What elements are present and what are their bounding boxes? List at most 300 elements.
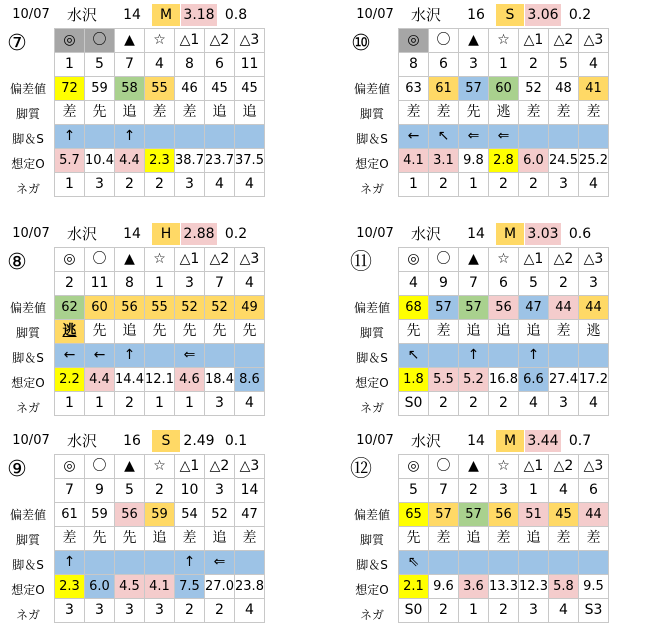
row-label: ネガ xyxy=(15,608,40,622)
mark-cell: △1 xyxy=(175,455,205,479)
nega-cell: 4 xyxy=(549,599,579,623)
grid-row-marks xyxy=(55,29,265,53)
row-label: 偏差値 xyxy=(9,508,46,522)
leg-speed-cell xyxy=(235,125,265,149)
leg-speed-cell: ⇐ xyxy=(205,551,235,575)
running-style-cell: 追 xyxy=(115,320,145,344)
nega-cell: 3 xyxy=(205,392,235,416)
mark-cell: △2 xyxy=(205,248,235,272)
race-date: 10/07 xyxy=(356,433,394,448)
leg-speed-cell xyxy=(579,344,609,368)
row-label: 偏差値 xyxy=(9,82,46,96)
running-style-cell: 逃 xyxy=(579,320,609,344)
running-style-cell: 先 xyxy=(175,320,205,344)
horse-number-cell: 2 xyxy=(459,479,489,503)
leg-speed-cell xyxy=(549,125,579,149)
race-grid xyxy=(398,247,609,416)
row-label: ネガ xyxy=(359,608,384,622)
horse-number-cell: 1 xyxy=(489,53,519,77)
running-style-cell: 先 xyxy=(85,527,115,551)
expected-odds-cell: 38.7 xyxy=(175,149,205,173)
expected-odds-cell: 2.2 xyxy=(55,368,85,392)
nega-cell: 1 xyxy=(55,173,85,197)
row-label: 脚＆S xyxy=(12,558,44,572)
leg-speed-cell xyxy=(235,344,265,368)
running-style-cell: 差 xyxy=(175,527,205,551)
race-grid xyxy=(54,454,265,623)
grid-row-nega xyxy=(399,392,609,416)
deviation-cell: 61 xyxy=(429,77,459,101)
grid-row-horses xyxy=(55,272,265,296)
nega-cell: 4 xyxy=(235,173,265,197)
nega-cell: S3 xyxy=(579,599,609,623)
horse-number-cell: 14 xyxy=(235,479,265,503)
horse-number-cell: 6 xyxy=(579,479,609,503)
expected-odds-cell: 5.5 xyxy=(429,368,459,392)
deviation-cell: 57 xyxy=(429,503,459,527)
nega-cell: 2 xyxy=(519,173,549,197)
row-label: 脚質 xyxy=(359,107,384,121)
grid-row-dev xyxy=(55,296,265,320)
expected-odds-cell: 7.5 xyxy=(175,575,205,599)
grid-row-horses xyxy=(55,53,265,77)
secondary-value: 0.7 xyxy=(568,433,592,449)
horse-number-cell: 5 xyxy=(549,53,579,77)
expected-odds-cell: 17.2 xyxy=(579,368,609,392)
grid-row-nega xyxy=(399,599,609,623)
expected-odds-cell: 2.1 xyxy=(399,575,429,599)
race-panel xyxy=(2,4,322,209)
horse-number-cell: 7 xyxy=(429,479,459,503)
running-style-cell: 差 xyxy=(429,320,459,344)
grid-row-marks xyxy=(399,248,609,272)
nega-cell: 3 xyxy=(549,173,579,197)
deviation-cell: 62 xyxy=(55,296,85,320)
leg-speed-cell: ↑ xyxy=(115,344,145,368)
nega-cell: 1 xyxy=(145,392,175,416)
nega-cell: 4 xyxy=(235,392,265,416)
race-number: ⑩ xyxy=(351,31,371,56)
horse-number-cell: 1 xyxy=(55,53,85,77)
running-style-cell: 追 xyxy=(519,320,549,344)
expected-odds-cell: 5.7 xyxy=(55,149,85,173)
grid-row-arrows xyxy=(399,125,609,149)
running-style-cell: 差 xyxy=(429,101,459,125)
leg-speed-cell xyxy=(85,551,115,575)
leg-speed-cell: ↑ xyxy=(55,551,85,575)
race-grid xyxy=(398,454,609,623)
nega-cell: 4 xyxy=(519,392,549,416)
deviation-cell: 61 xyxy=(55,503,85,527)
grid-row-arrows xyxy=(399,344,609,368)
expected-odds-cell: 4.5 xyxy=(115,575,145,599)
race-date: 10/07 xyxy=(12,226,50,241)
pace-value: 3.06 xyxy=(525,4,561,26)
race-venue: 水沢 xyxy=(410,6,441,24)
horse-number-cell: 4 xyxy=(399,272,429,296)
expected-odds-cell: 14.4 xyxy=(115,368,145,392)
nega-cell: 1 xyxy=(399,173,429,197)
leg-speed-cell xyxy=(145,125,175,149)
grid-row-marks xyxy=(55,455,265,479)
expected-odds-cell: 12.1 xyxy=(145,368,175,392)
row-label: 脚＆S xyxy=(12,132,44,146)
pace-label: S xyxy=(152,430,180,452)
leg-speed-cell: ↑ xyxy=(115,125,145,149)
nega-cell: 1 xyxy=(459,599,489,623)
expected-odds-cell: 27.0 xyxy=(205,575,235,599)
deviation-cell: 59 xyxy=(85,77,115,101)
horse-number-cell: 2 xyxy=(519,53,549,77)
leg-speed-cell xyxy=(489,551,519,575)
grid-row-nega xyxy=(55,599,265,623)
expected-odds-cell: 8.6 xyxy=(235,368,265,392)
running-style-cell: 追 xyxy=(145,527,175,551)
nega-cell: 1 xyxy=(85,392,115,416)
leg-speed-cell: ⇐ xyxy=(459,125,489,149)
grid-row-horses xyxy=(399,53,609,77)
grid-row-arrows xyxy=(55,125,265,149)
horse-number-cell: 6 xyxy=(489,272,519,296)
expected-odds-cell: 6.6 xyxy=(519,368,549,392)
grid-row-horses xyxy=(399,479,609,503)
race-venue: 水沢 xyxy=(410,225,441,243)
race-panel xyxy=(346,223,663,428)
nega-cell: 3 xyxy=(115,599,145,623)
expected-odds-cell: 16.8 xyxy=(489,368,519,392)
nega-cell: 2 xyxy=(145,173,175,197)
leg-speed-cell xyxy=(579,125,609,149)
expected-odds-cell: 23.7 xyxy=(205,149,235,173)
expected-odds-cell: 4.6 xyxy=(175,368,205,392)
leg-speed-cell xyxy=(145,551,175,575)
race-panel xyxy=(2,430,322,635)
deviation-cell: 46 xyxy=(175,77,205,101)
mark-cell: △2 xyxy=(205,455,235,479)
grid-row-marks xyxy=(399,29,609,53)
mark-cell: △1 xyxy=(175,248,205,272)
nega-cell: 2 xyxy=(115,392,145,416)
expected-odds-cell: 2.8 xyxy=(489,149,519,173)
row-label: 偏差値 xyxy=(353,508,390,522)
horse-number-cell: 8 xyxy=(115,272,145,296)
deviation-cell: 47 xyxy=(519,296,549,320)
pace-value: 3.18 xyxy=(181,4,217,26)
running-style-cell: 差 xyxy=(399,101,429,125)
nega-cell: 2 xyxy=(175,599,205,623)
running-style-cell: 追 xyxy=(489,320,519,344)
expected-odds-cell: 4.1 xyxy=(145,575,175,599)
expected-odds-cell: 6.0 xyxy=(519,149,549,173)
horse-number-cell: 8 xyxy=(399,53,429,77)
grid-row-odds xyxy=(399,149,609,173)
row-label: ネガ xyxy=(359,182,384,196)
horse-number-cell: 10 xyxy=(175,479,205,503)
race-header xyxy=(346,4,663,28)
expected-odds-cell: 9.8 xyxy=(459,149,489,173)
row-label: ネガ xyxy=(15,182,40,196)
mark-cell: ☆ xyxy=(489,248,519,272)
nega-cell: 4 xyxy=(235,599,265,623)
mark-cell: △1 xyxy=(519,29,549,53)
race-grid xyxy=(398,28,609,197)
leg-speed-cell xyxy=(459,551,489,575)
horse-number-cell: 11 xyxy=(85,272,115,296)
leg-speed-cell: ↑ xyxy=(55,125,85,149)
leg-speed-cell xyxy=(205,125,235,149)
deviation-cell: 57 xyxy=(429,296,459,320)
horse-number-cell: 4 xyxy=(145,53,175,77)
grid-row-arrows xyxy=(55,344,265,368)
horse-number-cell: 2 xyxy=(55,272,85,296)
race-header xyxy=(346,430,663,454)
mark-cell: △2 xyxy=(549,29,579,53)
grid-row-style xyxy=(399,101,609,125)
horse-number-cell: 2 xyxy=(549,272,579,296)
horse-number-cell: 3 xyxy=(579,272,609,296)
mark-cell: ☆ xyxy=(489,455,519,479)
running-style-cell: 追 xyxy=(235,101,265,125)
deviation-cell: 57 xyxy=(459,503,489,527)
row-label: 脚＆S xyxy=(356,351,388,365)
deviation-cell: 49 xyxy=(235,296,265,320)
running-style-cell: 追 xyxy=(205,527,235,551)
nega-cell: 3 xyxy=(85,173,115,197)
race-panel xyxy=(346,4,663,209)
expected-odds-cell: 23.8 xyxy=(235,575,265,599)
deviation-cell: 63 xyxy=(399,77,429,101)
row-label: 脚質 xyxy=(15,107,40,121)
nega-cell: 2 xyxy=(115,173,145,197)
nega-cell: 4 xyxy=(579,392,609,416)
leg-speed-cell xyxy=(549,344,579,368)
running-style-cell: 先 xyxy=(235,320,265,344)
leg-speed-cell xyxy=(429,344,459,368)
horse-number-cell: 1 xyxy=(519,479,549,503)
race-number: ⑧ xyxy=(7,250,27,275)
horse-number-cell: 11 xyxy=(235,53,265,77)
running-style-cell: 差 xyxy=(55,527,85,551)
running-style-cell: 差 xyxy=(175,101,205,125)
race-venue: 水沢 xyxy=(66,225,97,243)
race-date: 10/07 xyxy=(356,7,394,22)
pace-value: 2.88 xyxy=(181,223,217,245)
field-size: 16 xyxy=(467,7,485,23)
nega-cell: 2 xyxy=(489,599,519,623)
horse-number-cell: 3 xyxy=(489,479,519,503)
leg-speed-cell: ← xyxy=(85,344,115,368)
expected-odds-cell: 18.4 xyxy=(205,368,235,392)
nega-cell: S0 xyxy=(399,599,429,623)
nega-cell: 2 xyxy=(429,392,459,416)
mark-cell: 〇 xyxy=(429,29,459,53)
grid-row-odds xyxy=(55,368,265,392)
mark-cell: 〇 xyxy=(85,248,115,272)
deviation-cell: 52 xyxy=(175,296,205,320)
deviation-cell: 56 xyxy=(115,296,145,320)
horse-number-cell: 5 xyxy=(85,53,115,77)
nega-cell: 3 xyxy=(145,599,175,623)
mark-cell: △3 xyxy=(235,248,265,272)
running-style-cell: 先 xyxy=(145,320,175,344)
grid-row-nega xyxy=(55,392,265,416)
grid-row-dev xyxy=(399,296,609,320)
mark-cell: ▲ xyxy=(115,29,145,53)
leg-speed-cell: ↑ xyxy=(519,344,549,368)
mark-cell: △1 xyxy=(175,29,205,53)
leg-speed-cell: ↖ xyxy=(429,125,459,149)
secondary-value: 0.8 xyxy=(224,7,248,23)
deviation-cell: 45 xyxy=(549,503,579,527)
mark-cell: ▲ xyxy=(459,29,489,53)
pace-value: 3.03 xyxy=(525,223,561,245)
grid-row-dev xyxy=(399,503,609,527)
deviation-cell: 57 xyxy=(459,296,489,320)
row-label: 脚＆S xyxy=(12,351,44,365)
nega-cell: 2 xyxy=(489,392,519,416)
expected-odds-cell: 13.3 xyxy=(489,575,519,599)
leg-speed-cell: ⇖ xyxy=(399,551,429,575)
deviation-cell: 47 xyxy=(235,503,265,527)
leg-speed-cell xyxy=(235,551,265,575)
expected-odds-cell: 9.6 xyxy=(429,575,459,599)
expected-odds-cell: 27.4 xyxy=(549,368,579,392)
mark-cell: 〇 xyxy=(85,29,115,53)
grid-row-arrows xyxy=(399,551,609,575)
running-style-cell: 追 xyxy=(519,527,549,551)
pace-label: M xyxy=(152,4,180,26)
leg-speed-cell: ← xyxy=(55,344,85,368)
row-label: 想定O xyxy=(355,157,389,171)
running-style-cell: 差 xyxy=(489,527,519,551)
field-size: 14 xyxy=(467,226,485,242)
mark-cell: ☆ xyxy=(145,248,175,272)
field-size: 14 xyxy=(123,226,141,242)
expected-odds-cell: 1.8 xyxy=(399,368,429,392)
nega-cell: 1 xyxy=(459,173,489,197)
nega-cell: 3 xyxy=(55,599,85,623)
leg-speed-cell: ↑ xyxy=(175,551,205,575)
running-style-cell: 逃 xyxy=(489,101,519,125)
race-number: ⑨ xyxy=(7,457,27,482)
mark-cell: ▲ xyxy=(115,248,145,272)
horse-number-cell: 5 xyxy=(115,479,145,503)
mark-cell: 〇 xyxy=(429,248,459,272)
grid-row-style xyxy=(55,527,265,551)
leg-speed-cell xyxy=(489,344,519,368)
grid-row-style xyxy=(55,101,265,125)
grid-row-marks xyxy=(55,248,265,272)
row-label: 脚質 xyxy=(359,326,384,340)
nega-cell: 2 xyxy=(205,599,235,623)
deviation-cell: 59 xyxy=(145,503,175,527)
running-style-cell: 先 xyxy=(115,527,145,551)
grid-row-nega xyxy=(399,173,609,197)
running-style-cell: 差 xyxy=(235,527,265,551)
nega-cell: 3 xyxy=(85,599,115,623)
race-grid xyxy=(54,28,265,197)
race-number: ⑪ xyxy=(349,250,372,275)
running-style-cell: 追 xyxy=(205,101,235,125)
horse-number-cell: 4 xyxy=(235,272,265,296)
row-label: 脚＆S xyxy=(356,132,388,146)
nega-cell: S0 xyxy=(399,392,429,416)
grid-row-dev xyxy=(55,503,265,527)
grid-row-dev xyxy=(399,77,609,101)
deviation-cell: 59 xyxy=(85,503,115,527)
expected-odds-cell: 3.6 xyxy=(459,575,489,599)
horse-number-cell: 3 xyxy=(175,272,205,296)
race-venue: 水沢 xyxy=(66,432,97,450)
deviation-cell: 60 xyxy=(489,77,519,101)
mark-cell: ▲ xyxy=(459,248,489,272)
running-style-cell: 差 xyxy=(519,101,549,125)
row-label: 脚質 xyxy=(359,533,384,547)
running-style-cell: 逃 xyxy=(55,320,85,344)
running-style-cell: 差 xyxy=(579,101,609,125)
field-size: 16 xyxy=(123,433,141,449)
leg-speed-cell xyxy=(205,344,235,368)
nega-cell: 2 xyxy=(429,599,459,623)
row-label: 想定O xyxy=(355,583,389,597)
pace-value: 3.44 xyxy=(525,430,561,452)
horse-number-cell: 7 xyxy=(55,479,85,503)
mark-cell: △3 xyxy=(579,455,609,479)
mark-cell: △3 xyxy=(579,248,609,272)
mark-cell: △2 xyxy=(549,455,579,479)
leg-speed-cell xyxy=(429,551,459,575)
leg-speed-cell: ↑ xyxy=(459,344,489,368)
leg-speed-cell xyxy=(115,551,145,575)
row-label: 想定O xyxy=(355,376,389,390)
nega-cell: 1 xyxy=(55,392,85,416)
expected-odds-cell: 4.1 xyxy=(399,149,429,173)
leg-speed-cell xyxy=(145,344,175,368)
row-label: ネガ xyxy=(15,401,40,415)
horse-number-cell: 2 xyxy=(145,479,175,503)
horse-number-cell: 4 xyxy=(579,53,609,77)
race-number: ⑦ xyxy=(7,31,27,56)
mark-cell: △2 xyxy=(205,29,235,53)
nega-cell: 2 xyxy=(459,392,489,416)
deviation-cell: 48 xyxy=(549,77,579,101)
grid-row-style xyxy=(55,320,265,344)
horse-number-cell: 9 xyxy=(429,272,459,296)
leg-speed-cell xyxy=(549,551,579,575)
secondary-value: 0.2 xyxy=(224,226,248,242)
horse-number-cell: 6 xyxy=(205,53,235,77)
race-panel xyxy=(346,430,663,635)
deviation-cell: 44 xyxy=(549,296,579,320)
expected-odds-cell: 3.1 xyxy=(429,149,459,173)
pace-label: M xyxy=(496,430,524,452)
row-label: ネガ xyxy=(359,401,384,415)
mark-cell: ☆ xyxy=(145,455,175,479)
deviation-cell: 45 xyxy=(205,77,235,101)
running-style-cell: 差 xyxy=(579,527,609,551)
deviation-cell: 56 xyxy=(489,296,519,320)
running-style-cell: 差 xyxy=(549,101,579,125)
expected-odds-cell: 10.4 xyxy=(85,149,115,173)
nega-cell: 3 xyxy=(519,599,549,623)
running-style-cell: 差 xyxy=(549,320,579,344)
nega-cell: 2 xyxy=(489,173,519,197)
nega-cell: 3 xyxy=(549,392,579,416)
race-panel xyxy=(2,223,322,428)
pace-label: M xyxy=(496,223,524,245)
grid-row-odds xyxy=(399,368,609,392)
row-label: 偏差値 xyxy=(353,301,390,315)
